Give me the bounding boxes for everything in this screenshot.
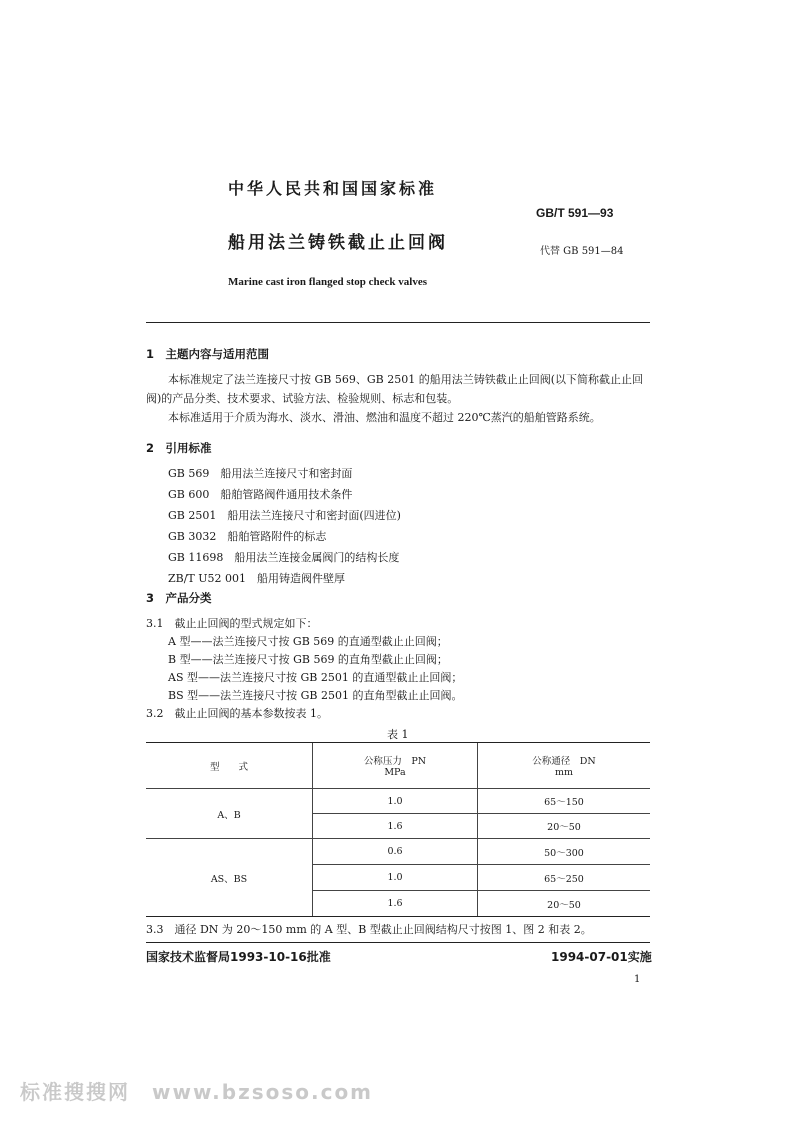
footer-divider	[146, 942, 650, 943]
cell-dn: 20～50	[478, 814, 651, 839]
document-title-en: Marine cast iron flanged stop check valves	[228, 276, 428, 288]
cell-pn: 1.0	[313, 789, 478, 814]
table-1-caption: 表 1	[387, 728, 409, 741]
cell-pn: 0.6	[313, 839, 478, 865]
section-1-paragraph-2: 本标准适用于介质为海水、淡水、滑油、燃油和温度不超过 220℃蒸汽的船舶管路系统。	[168, 411, 601, 424]
cell-dn: 65～150	[478, 789, 651, 814]
section-1-paragraph-1-line-2: 阀)的产品分类、技术要求、试验方法、检验规则、标志和包装。	[146, 392, 459, 405]
replaces-note: 代替 GB 591—84	[540, 246, 624, 257]
cell-dn: 65～250	[478, 865, 651, 891]
table-row	[146, 789, 650, 814]
page-number: 1	[634, 974, 641, 985]
header-dn-unit: mm	[554, 767, 574, 778]
cell-pn: 1.0	[313, 865, 478, 891]
type-definition: A 型——法兰连接尺寸按 GB 569 的直通型截止止回阀；	[168, 635, 448, 648]
cell-dn: 50～300	[478, 839, 651, 865]
site-watermark: 标准搜搜网 www.bzsoso.com	[20, 1080, 374, 1104]
type-definition: AS 型——法兰连接尺寸按 GB 2501 的直通型截止止回阀；	[168, 671, 463, 684]
section-3-heading: 3 产品分类	[146, 591, 212, 605]
document-title-cn: 船用法兰铸铁截止止回阀	[228, 233, 448, 253]
header-dn-label: 公称通径 DN	[532, 756, 596, 767]
reference-item: GB 3032 船舶管路附件的标志	[168, 530, 327, 543]
table-1	[146, 742, 650, 917]
approval-note: 国家技术监督局1993-10-16批准	[146, 950, 331, 964]
cell-pn: 1.6	[313, 814, 478, 839]
header-divider	[146, 322, 650, 323]
table-header-row	[146, 743, 650, 789]
type-definition: B 型——法兰连接尺寸按 GB 569 的直角型截止止回阀；	[168, 653, 448, 666]
reference-item: GB 569 船用法兰连接尺寸和密封面	[168, 467, 353, 480]
header-dn	[478, 743, 651, 789]
clause-3-1: 3.1 截止止回阀的型式规定如下：	[146, 617, 318, 630]
section-1-heading: 1 主题内容与适用范围	[146, 347, 270, 361]
cell-pn: 1.6	[313, 891, 478, 917]
clause-3-3: 3.3 通径 DN 为 20～150 mm 的 A 型、B 型截止止回阀结构尺寸按图 1、图 2 和表 2。	[146, 923, 592, 936]
standard-code: GB/T 591—93	[536, 206, 614, 220]
cell-type: A、B	[146, 789, 313, 839]
header-pn-unit: MPa	[384, 767, 406, 778]
header-pn	[313, 743, 478, 789]
section-1-paragraph-1-line-1: 本标准规定了法兰连接尺寸按 GB 569、GB 2501 的船用法兰铸铁截止止回阀(以下简称截止止回	[168, 373, 644, 386]
country-standard-heading: 中华人民共和国国家标准	[228, 179, 438, 198]
table-row	[146, 839, 650, 865]
reference-item: GB 600 船舶管路阀件通用技术条件	[168, 488, 353, 501]
cell-dn: 20～50	[478, 891, 651, 917]
section-2-heading: 2 引用标准	[146, 441, 212, 455]
header-type: 型 式	[146, 743, 313, 789]
header-pn-label: 公称压力 PN	[363, 756, 427, 767]
reference-item: GB 2501 船用法兰连接尺寸和密封面(四进位)	[168, 509, 401, 522]
implementation-date: 1994-07-01实施	[551, 950, 652, 964]
reference-item: ZB/T U52 001 船用铸造阀件壁厚	[168, 572, 346, 585]
cell-type: AS、BS	[146, 839, 313, 917]
type-definition: BS 型——法兰连接尺寸按 GB 2501 的直角型截止止回阀。	[168, 689, 463, 702]
clause-3-2: 3.2 截止止回阀的基本参数按表 1。	[146, 707, 328, 720]
reference-item: GB 11698 船用法兰连接金属阀门的结构长度	[168, 551, 400, 564]
